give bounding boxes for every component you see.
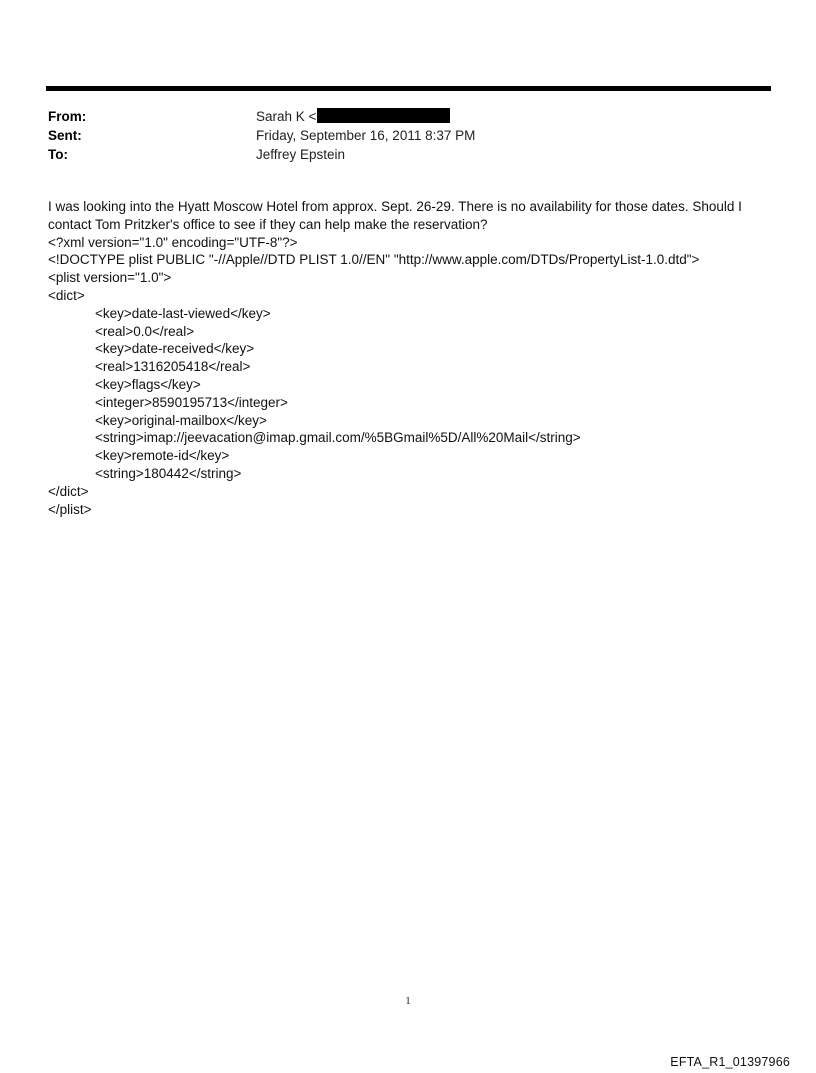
body-text-line: contact Tom Pritzker's office to see if they can help make the reservation? <box>48 216 488 232</box>
plist-entry-line: <key>flags</key> <box>95 376 201 392</box>
sent-label: Sent: <box>48 128 82 143</box>
plist-entry-line: <integer>8590195713</integer> <box>95 394 288 410</box>
sent-value: Friday, September 16, 2011 8:37 PM <box>256 128 476 143</box>
dict-open-line: <dict> <box>48 287 85 303</box>
to-row <box>48 145 768 164</box>
from-value <box>256 107 450 126</box>
sender-name: Sarah K < <box>256 109 317 124</box>
body-text-line: I was looking into the Hyatt Moscow Hotel from approx. Sept. 26-29. There is no availability for those dates. Should I <box>48 199 742 214</box>
plist-entry-line: <real>1316205418</real> <box>95 359 251 375</box>
plist-close-line: </plist> <box>48 501 92 517</box>
doctype-line: <!DOCTYPE plist PUBLIC "-//Apple//DTD PLIST 1.0//EN" "http://www.apple.com/DTDs/PropertyList-1.0.dtd"> <box>48 252 700 268</box>
xml-declaration-line: <?xml version="1.0" encoding="UTF-8"?> <box>48 234 298 250</box>
plist-entry-line: <key>remote-id</key> <box>95 448 230 464</box>
from-label: From: <box>48 109 87 124</box>
plist-entry-line: <string>180442</string> <box>95 465 242 481</box>
email-body <box>48 198 768 518</box>
plist-entry-line: <key>date-last-viewed</key> <box>95 305 271 321</box>
document-id: EFTA_R1_01397966 <box>670 1055 790 1069</box>
sent-row <box>48 126 768 145</box>
redaction-box <box>317 108 450 123</box>
plist-entry-line: <real>0.0</real> <box>95 323 195 339</box>
to-value: Jeffrey Epstein <box>256 147 346 162</box>
header-divider <box>46 86 771 91</box>
email-header <box>48 107 768 164</box>
to-label: To: <box>48 147 68 162</box>
from-row <box>48 107 768 126</box>
page-number: 1 <box>405 995 411 1007</box>
plist-open-line: <plist version="1.0"> <box>48 270 172 286</box>
plist-entry-line: <string>imap://jeevacation@imap.gmail.com/%5BGmail%5D/All%20Mail</string> <box>95 430 581 446</box>
dict-close-line: </dict> <box>48 483 89 499</box>
plist-entry-line: <key>date-received</key> <box>95 341 255 357</box>
plist-entry-line: <key>original-mailbox</key> <box>95 412 267 428</box>
